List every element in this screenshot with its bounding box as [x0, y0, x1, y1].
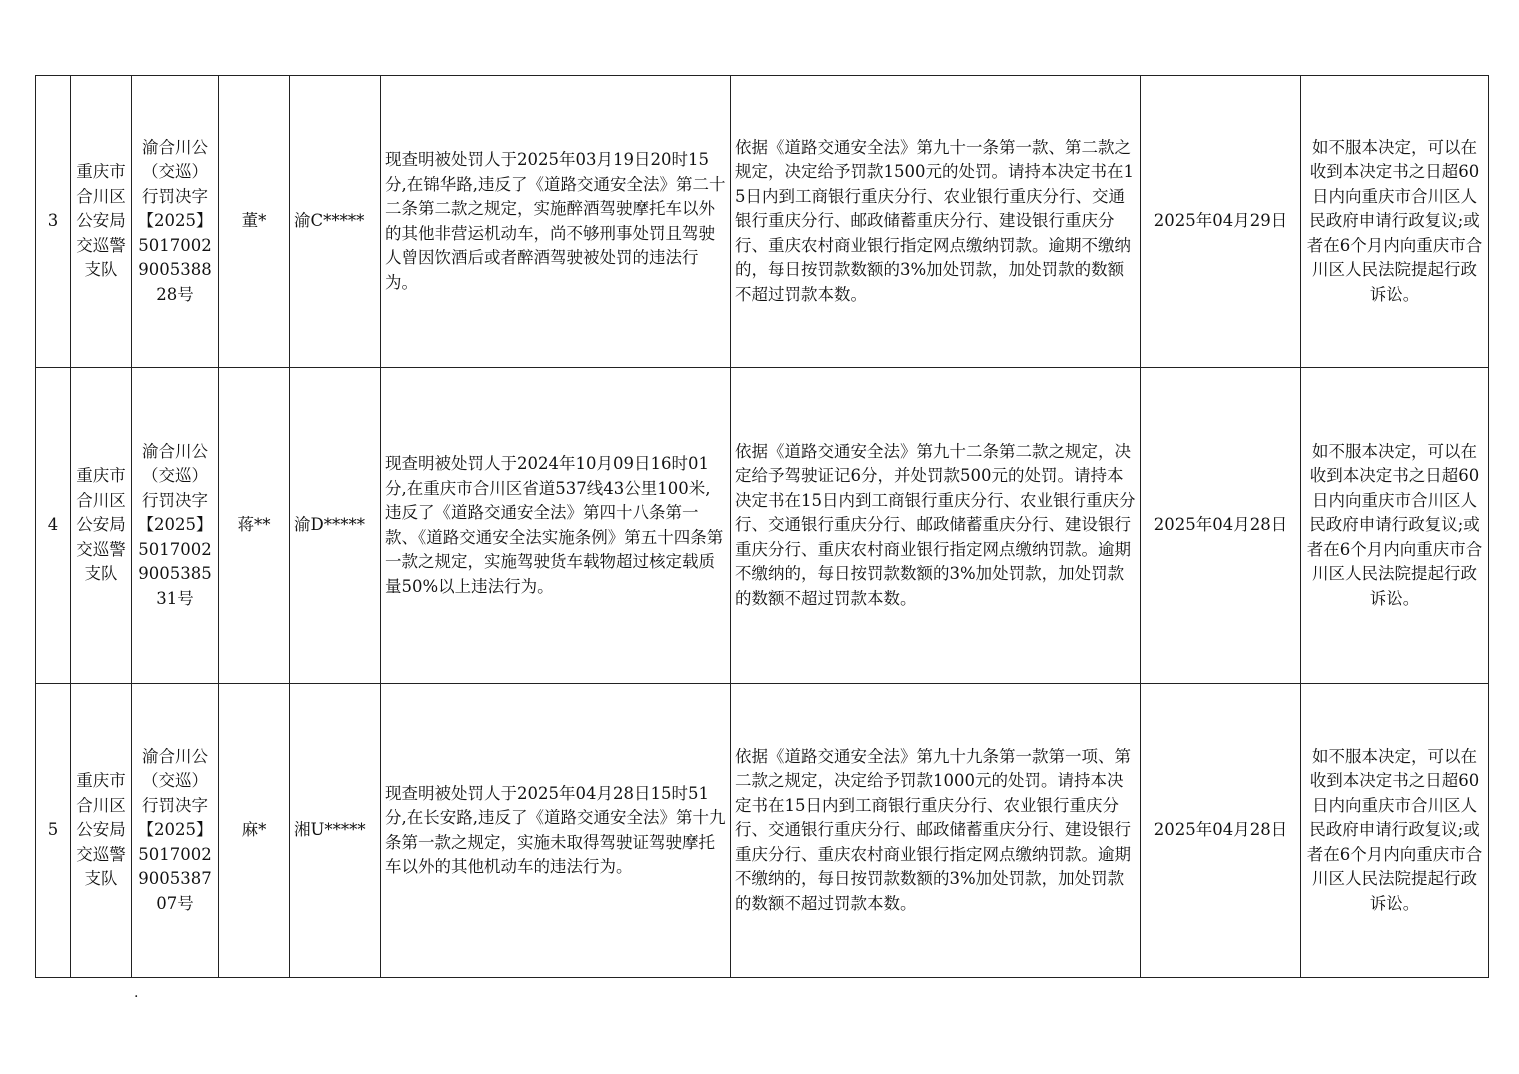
decision-date: 2025年04月29日: [1141, 76, 1301, 368]
decision-number: 渝合川公（交巡）行罚决字【2025】5017002900538828号: [132, 76, 219, 368]
decision-date: 2025年04月28日: [1141, 368, 1301, 684]
offender-name: 董*: [219, 76, 290, 368]
row-index: 5: [36, 684, 71, 978]
decision-number: 渝合川公（交巡）行罚决字【2025】5017002900538531号: [132, 368, 219, 684]
table-row: [36, 368, 1489, 684]
offender-name: 蒋**: [219, 368, 290, 684]
enforcement-agency: 重庆市合川区公安局交巡警支队: [71, 368, 132, 684]
decision-date: 2025年04月28日: [1141, 684, 1301, 978]
offender-name: 麻*: [219, 684, 290, 978]
row-index: 3: [36, 76, 71, 368]
decision-number: 渝合川公（交巡）行罚决字【2025】5017002900538707号: [132, 684, 219, 978]
table-row: [36, 76, 1489, 368]
penalty-basis: 依据《道路交通安全法》第九十二条第二款之规定，决定给予驾驶证记6分，并处罚款500元的处罚。请持本决定书在15日内到工商银行重庆分行、农业银行重庆分行、交通银行重庆分行、邮政储蓄重庆分行、建设银行重庆分行、重庆农村商业银行指定网点缴纳罚款。逾期不缴纳的，每日按罚款数额的3%加处罚款，加处罚款的数额不超过罚款本数。: [731, 368, 1141, 684]
plate-number: 渝D*****: [290, 368, 381, 684]
enforcement-agency: 重庆市合川区公安局交巡警支队: [71, 76, 132, 368]
violation-facts: 现查明被处罚人于2025年03月19日20时15分,在锦华路,违反了《道路交通安全法》第二十二条第二款之规定，实施醉酒驾驶摩托车以外的其他非营运机动车，尚不够刑事处罚且驾驶人曾因饮酒后或者醉酒驾驶被处罚的违法行为。: [381, 76, 731, 368]
penalty-basis: 依据《道路交通安全法》第九十九条第一款第一项、第二款之规定，决定给予罚款1000元的处罚。请持本决定书在15日内到工商银行重庆分行、农业银行重庆分行、交通银行重庆分行、邮政储蓄重庆分行、建设银行重庆分行、重庆农村商业银行指定网点缴纳罚款。逾期不缴纳的，每日按罚款数额的3%加处罚款，加处罚款的数额不超过罚款本数。: [731, 684, 1141, 978]
violation-facts: 现查明被处罚人于2025年04月28日15时51分,在长安路,违反了《道路交通安全法》第十九条第一款之规定，实施未取得驾驶证驾驶摩托车以外的其他机动车的违法行为。: [381, 684, 731, 978]
plate-number: 渝C*****: [290, 76, 381, 368]
penalty-records-table: [35, 75, 1489, 978]
plate-number: 湘U*****: [290, 684, 381, 978]
remedy-notice: 如不服本决定，可以在收到本决定书之日超60日内向重庆市合川区人民政府申请行政复议;或者在6个月内向重庆市合川区人民法院提起行政诉讼。: [1301, 684, 1489, 978]
remedy-notice: 如不服本决定，可以在收到本决定书之日超60日内向重庆市合川区人民政府申请行政复议;或者在6个月内向重庆市合川区人民法院提起行政诉讼。: [1301, 368, 1489, 684]
row-index: 4: [36, 368, 71, 684]
violation-facts: 现查明被处罚人于2024年10月09日16时01分,在重庆市合川区省道537线43公里100米,违反了《道路交通安全法》第四十八条第一款、《道路交通安全法实施条例》第五十四条第一款之规定，实施驾驶货车载物超过核定载质量50%以上违法行为。: [381, 368, 731, 684]
enforcement-agency: 重庆市合川区公安局交巡警支队: [71, 684, 132, 978]
table-row: [36, 684, 1489, 978]
penalty-basis: 依据《道路交通安全法》第九十一条第一款、第二款之规定，决定给予罚款1500元的处罚。请持本决定书在15日内到工商银行重庆分行、农业银行重庆分行、交通银行重庆分行、邮政储蓄重庆分行、建设银行重庆分行、重庆农村商业银行指定网点缴纳罚款。逾期不缴纳的，每日按罚款数额的3%加处罚款，加处罚款的数额不超过罚款本数。: [731, 76, 1141, 368]
remedy-notice: 如不服本决定，可以在收到本决定书之日超60日内向重庆市合川区人民政府申请行政复议;或者在6个月内向重庆市合川区人民法院提起行政诉讼。: [1301, 76, 1489, 368]
footer-mark: .: [134, 985, 139, 1001]
